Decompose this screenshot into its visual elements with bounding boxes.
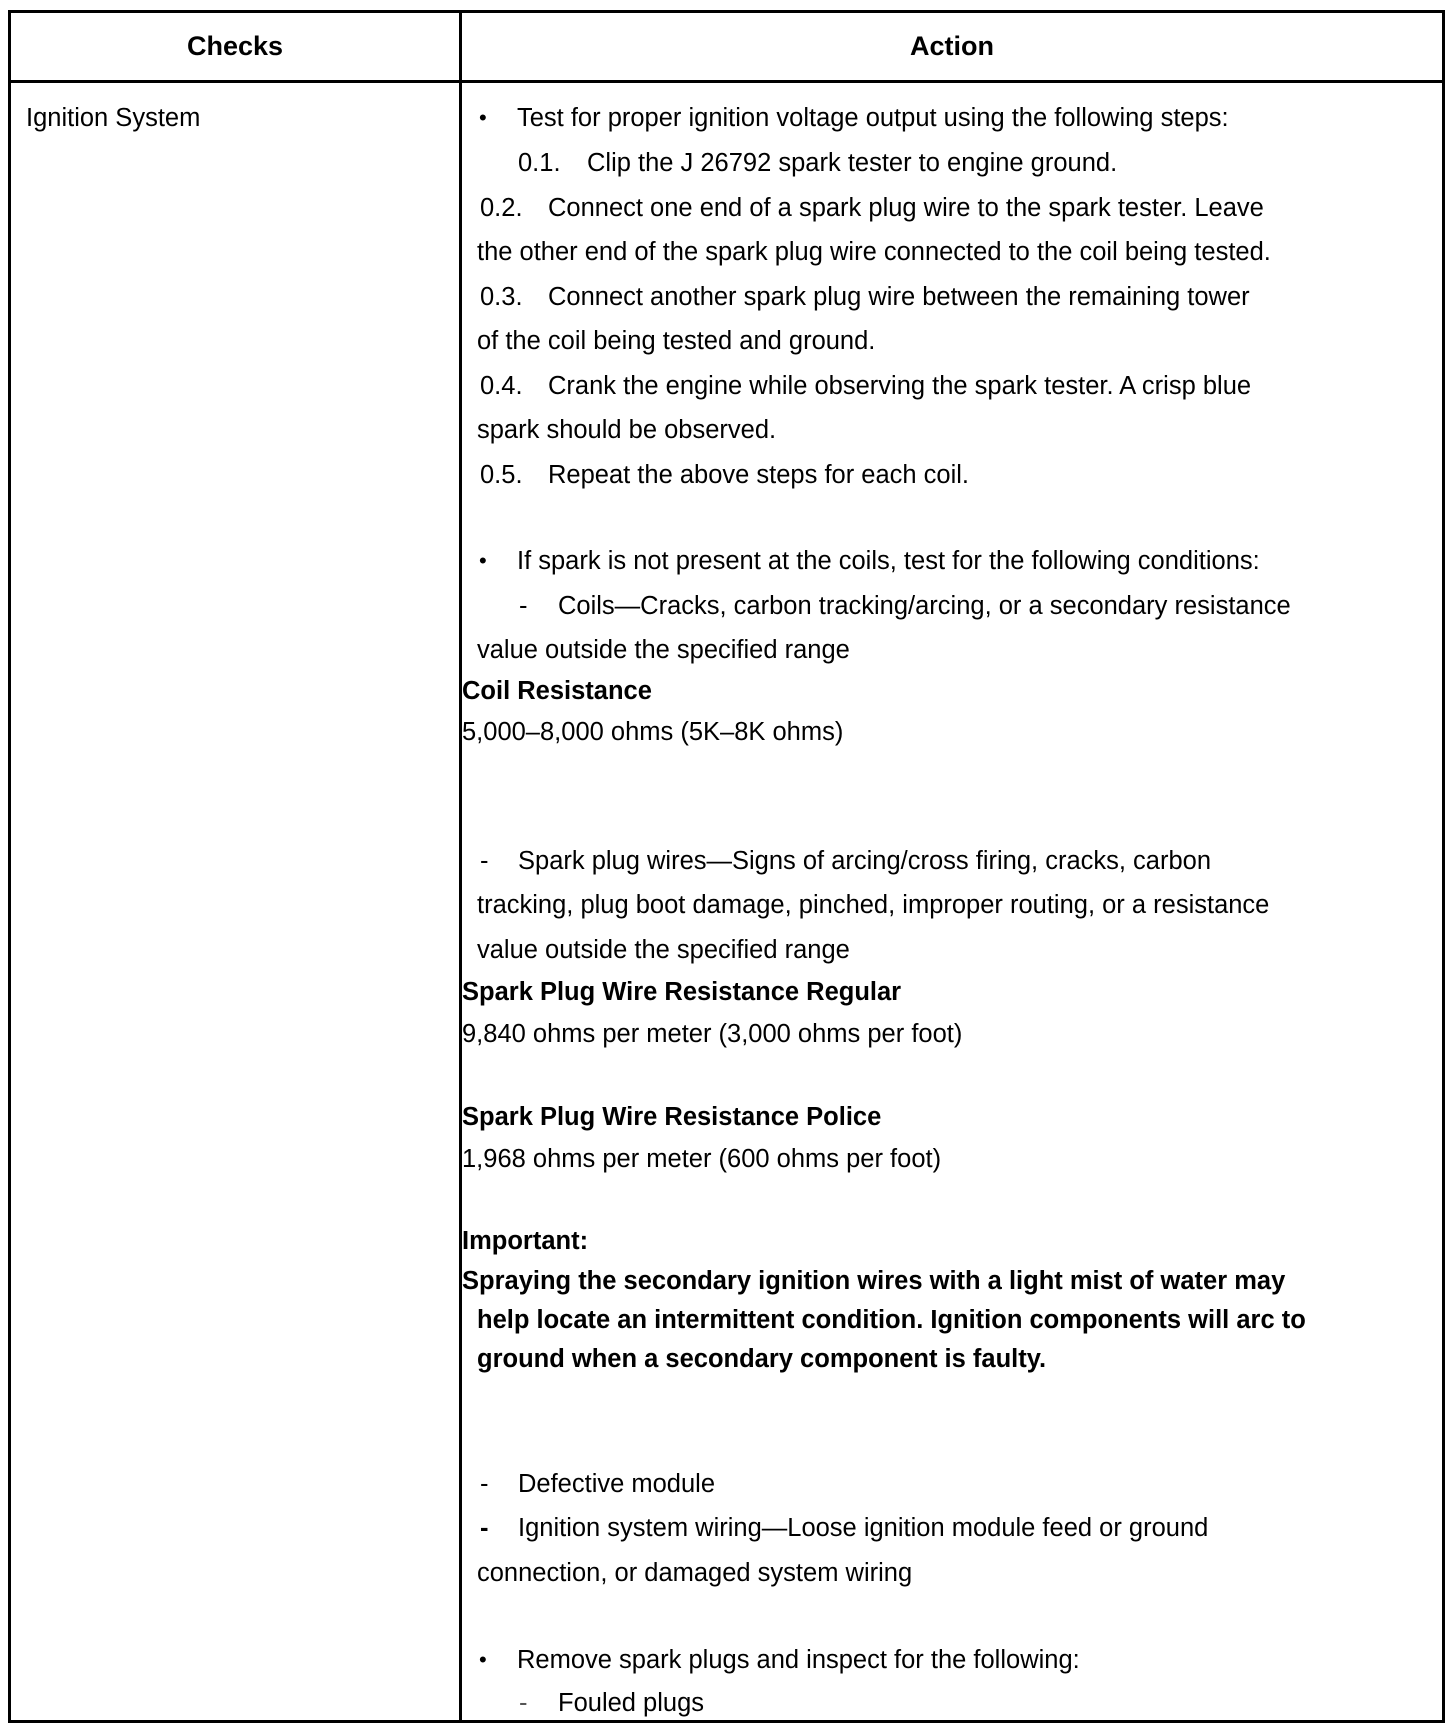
dash-icon: -	[480, 1514, 489, 1542]
wires-condition: Spark plug wires—Signs of arcing/cross firing, cracks, carbon	[518, 847, 1212, 875]
coil-resistance-value: 5,000–8,000 ohms (5K–8K ohms)	[462, 718, 844, 746]
wires-condition-continued: value outside the specified range	[477, 936, 850, 964]
step-text: Connect one end of a spark plug wire to the spark tester. Leave	[548, 194, 1264, 222]
dash-icon: -	[480, 847, 489, 875]
coil-resistance-label: Coil Resistance	[462, 677, 652, 705]
step-number: 0.3.	[480, 283, 523, 311]
regular-resistance-value: 9,840 ohms per meter (3,000 ohms per foot)	[462, 1020, 963, 1048]
coils-condition-continued: value outside the specified range	[477, 636, 850, 664]
fouled-plugs: Fouled plugs	[558, 1689, 705, 1717]
important-text: Spraying the secondary ignition wires with a light mist of water may	[462, 1267, 1286, 1295]
bullet-icon: •	[479, 105, 487, 130]
important-text-continued: ground when a secondary component is faulty.	[477, 1345, 1047, 1373]
step-number: 0.4.	[480, 372, 523, 400]
bullet-icon: •	[479, 548, 487, 573]
step-number: 0.1.	[518, 149, 561, 177]
dash-icon: -	[480, 1470, 489, 1498]
dash-icon: -	[519, 592, 528, 620]
ignition-wiring-condition: Ignition system wiring—Loose ignition module feed or ground	[518, 1514, 1209, 1542]
bullet-icon: •	[479, 1647, 487, 1672]
police-resistance-label: Spark Plug Wire Resistance Police	[462, 1103, 882, 1131]
important-text-continued: help locate an intermittent condition. Ignition components will arc to	[477, 1306, 1306, 1334]
step-text-continued: of the coil being tested and ground.	[477, 327, 876, 355]
header-checks: Checks	[186, 31, 284, 61]
step-text-continued: the other end of the spark plug wire connected to the coil being tested.	[477, 238, 1271, 266]
action-bullet-2: If spark is not present at the coils, test for the following conditions:	[517, 547, 1260, 575]
step-number: 0.2.	[480, 194, 523, 222]
defective-module: Defective module	[518, 1470, 716, 1498]
wires-condition-continued: tracking, plug boot damage, pinched, improper routing, or a resistance	[477, 891, 1270, 919]
regular-resistance-label: Spark Plug Wire Resistance Regular	[462, 978, 902, 1006]
action-bullet-3: Remove spark plugs and inspect for the following:	[517, 1646, 1080, 1674]
police-resistance-value: 1,968 ohms per meter (600 ohms per foot)	[462, 1145, 942, 1173]
header-action: Action	[910, 31, 994, 61]
column-divider	[459, 13, 462, 1720]
step-number: 0.5.	[480, 461, 523, 489]
ignition-wiring-condition-continued: connection, or damaged system wiring	[477, 1559, 913, 1587]
dash-icon: -	[519, 1689, 528, 1717]
table-header-row	[11, 13, 1442, 83]
step-text: Crank the engine while observing the spark tester. A crisp blue	[548, 372, 1252, 400]
step-text: Clip the J 26792 spark tester to engine ground.	[587, 149, 1118, 177]
step-text: Repeat the above steps for each coil.	[548, 461, 970, 489]
important-label: Important:	[462, 1227, 589, 1255]
action-bullet-1: Test for proper ignition voltage output using the following steps:	[517, 104, 1229, 132]
coils-condition: Coils—Cracks, carbon tracking/arcing, or a secondary resistance	[558, 592, 1291, 620]
step-text: Connect another spark plug wire between the remaining tower	[548, 283, 1250, 311]
step-text-continued: spark should be observed.	[477, 416, 777, 444]
check-cell-ignition-system: Ignition System	[26, 104, 201, 132]
